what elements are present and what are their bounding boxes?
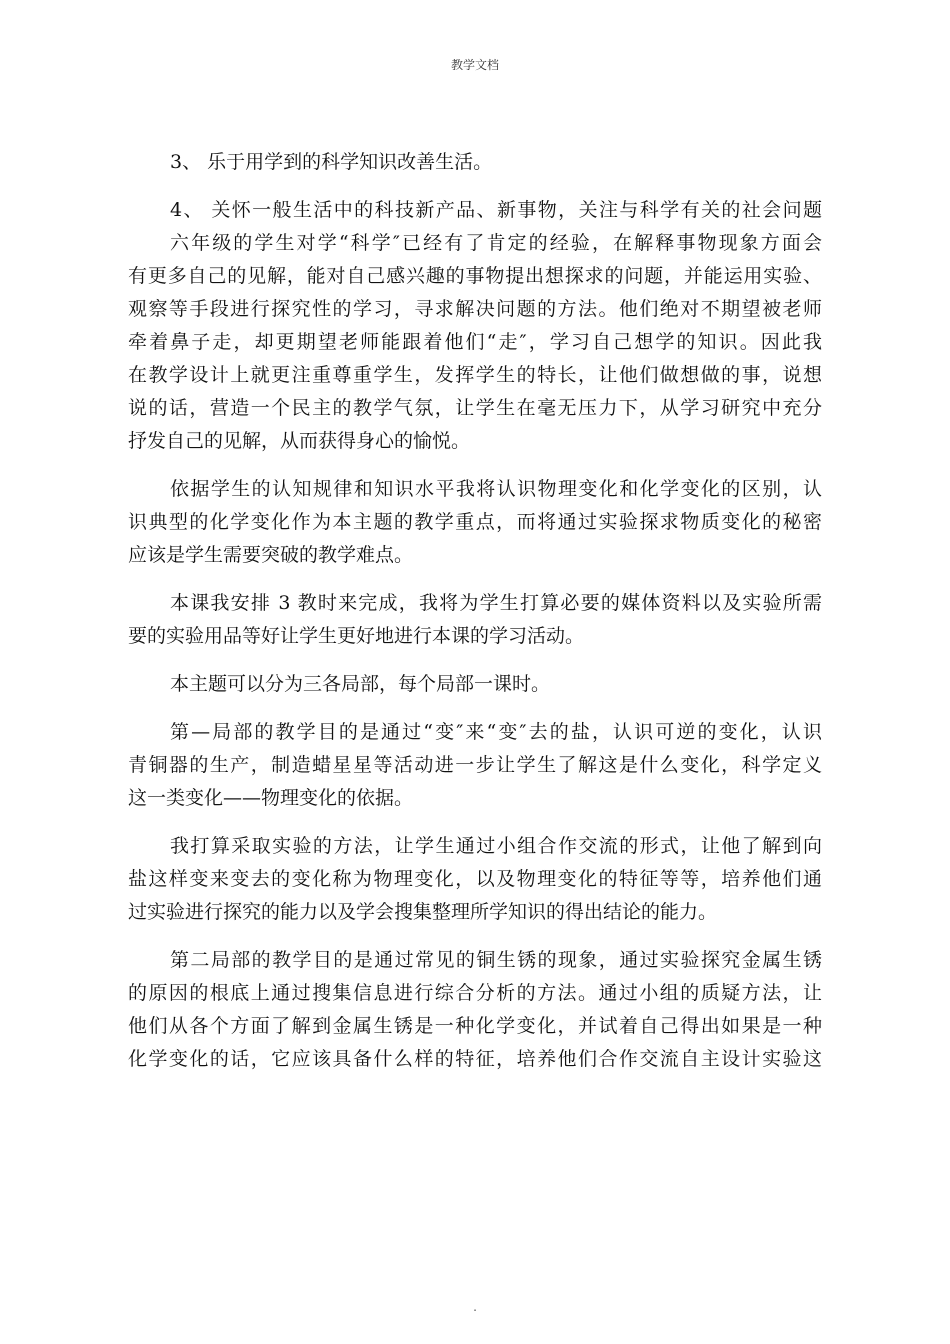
paragraph-line: 在教学设计上就更注重尊重学生，发挥学生的特长，让他们做想做的事，说想 (128, 364, 822, 386)
paragraph (128, 194, 822, 227)
paragraph-line: 有更多自己的见解，能对自己感兴趣的事物提出想探求的问题，并能运用实验、 (128, 265, 822, 287)
paragraph (128, 587, 822, 653)
paragraph-line: 依据学生的认知规律和知识水平我将认识物理变化和化学变化的区别，认 (170, 478, 822, 500)
paragraph-line: 青铜器的生产，制造蜡星星等活动进一步让学生了解这是什么变化，科学定义 (128, 754, 822, 776)
paragraph-line: 盐这样变来变去的变化称为物理变化，以及物理变化的特征等等，培养他们通 (128, 868, 822, 890)
document-body (128, 146, 822, 1076)
paragraph-line: 识典型的化学变化作为本主题的教学重点，而将通过实验探求物质变化的秘密 (128, 511, 822, 533)
paragraph-line: 第—局部的教学目的是通过“变″来“变″去的盐，认识可逆的变化，认识 (170, 721, 822, 743)
paragraph-line: 本主题可以分为三各局部，每个局部一课时。 (170, 673, 551, 695)
paragraph (128, 668, 822, 701)
paragraph-line: 本课我安排 3 教时来完成，我将为学生打算必要的媒体资料以及实验所需 (170, 592, 822, 614)
paragraph-line: 第二局部的教学目的是通过常见的铜生锈的现象，通过实验探究金属生锈 (170, 949, 822, 971)
page-header: 教学文档 (450, 58, 499, 72)
page-footer-mark: . (473, 1300, 477, 1314)
paragraph-line: 我打算采取实验的方法，让学生通过小组合作交流的形式，让他了解到向 (170, 835, 822, 857)
paragraph-line: 过实验进行探究的能力以及学会搜集整理所学知识的得出结论的能力。 (128, 901, 718, 923)
paragraph (128, 716, 822, 815)
paragraph (128, 830, 822, 929)
paragraph-line: 应该是学生需要突破的教学难点。 (128, 544, 414, 566)
paragraph-line: 4、 关怀一般生活中的科技新产品、新事物，关注与科学有关的社会问题 (170, 199, 822, 221)
paragraph-line: 六年级的学生对学“科学″已经有了肯定的经验，在解释事物现象方面会 (170, 232, 822, 254)
paragraph-line: 抒发自己的见解，从而获得身心的愉悦。 (128, 430, 471, 452)
paragraph-line: 化学变化的话，它应该具备什么样的特征，培养他们合作交流自主设计实验这 (128, 1048, 822, 1070)
paragraph-line: 牵着鼻子走，却更期望老师能跟着他们“走″，学习自己想学的知识。因此我 (128, 331, 822, 353)
paragraph (128, 146, 822, 179)
paragraph-line: 说的话，营造一个民主的教学气氛，让学生在毫无压力下，从学习研究中充分 (128, 397, 822, 419)
paragraph (128, 944, 822, 1076)
paragraph (128, 473, 822, 572)
paragraph-line: 他们从各个方面了解到金属生锈是一种化学变化，并试着自己得出如果是一种 (128, 1015, 822, 1037)
paragraph-line: 3、 乐于用学到的科学知识改善生活。 (170, 151, 493, 173)
paragraph-line: 要的实验用品等好让学生更好地进行本课的学习活动。 (128, 625, 585, 647)
paragraph-line: 的原因的根底上通过搜集信息进行综合分析的方法。通过小组的质疑方法，让 (128, 982, 822, 1004)
paragraph (128, 227, 822, 458)
paragraph-line: 这一类变化——物理变化的依据。 (128, 787, 414, 809)
paragraph-line: 观察等手段进行探究性的学习，寻求解决问题的方法。他们绝对不期望被老师 (128, 298, 822, 320)
